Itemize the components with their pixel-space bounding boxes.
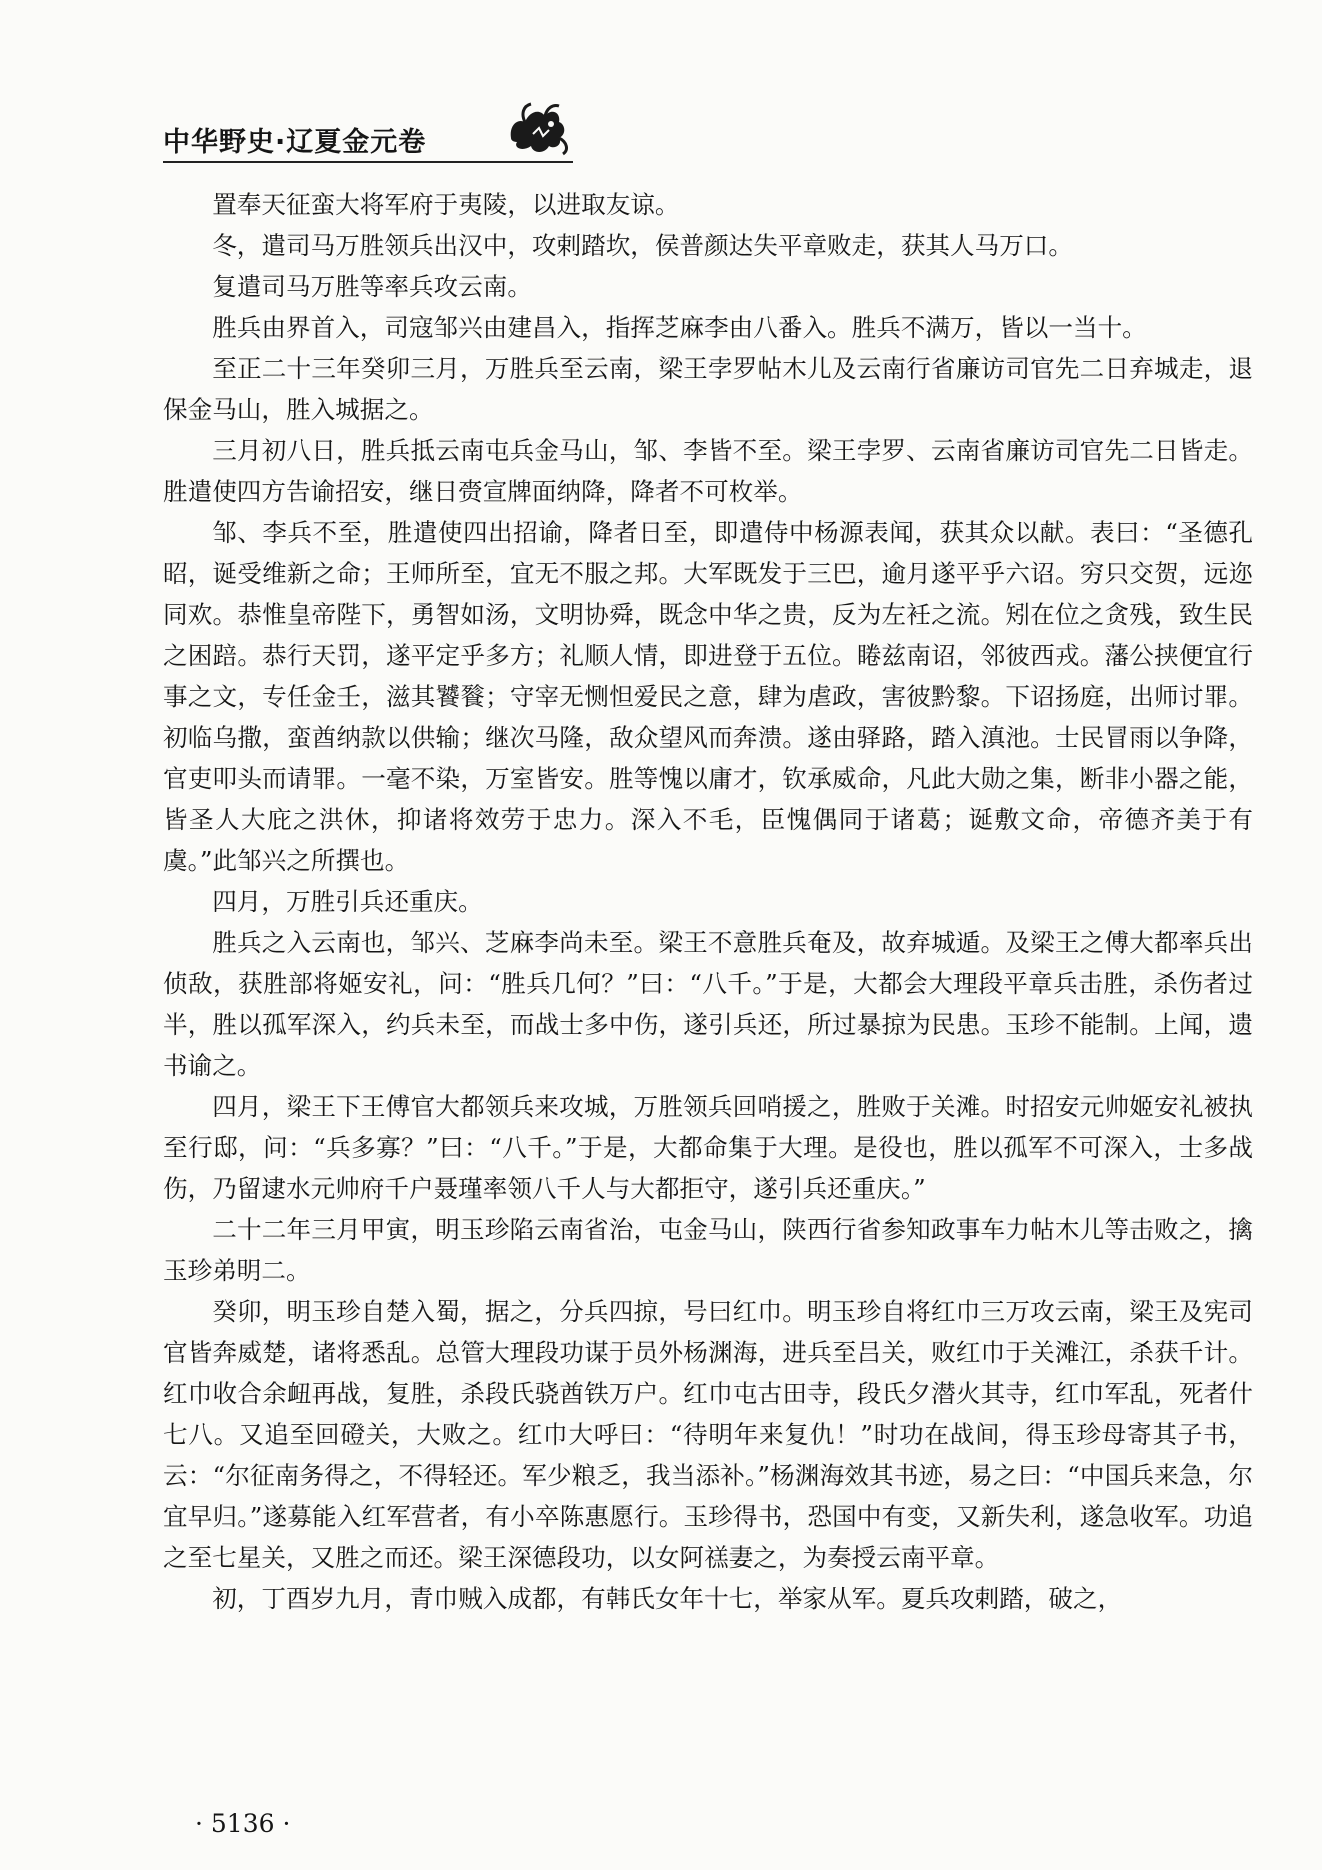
- book-title: 中华野史·辽夏金元卷: [163, 127, 427, 158]
- paragraph: 至正二十三年癸卯三月，万胜兵至云南，梁王孛罗帖木儿及云南行省廉访司官先二日弃城走，退保金马山，胜入城据之。: [163, 354, 1253, 424]
- paragraph: 三月初八日，胜兵抵云南屯兵金马山，邹、李皆不至。梁王孛罗、云南省廉访司官先二日皆走。胜遣使四方告谕招安，继日赍宣牌面纳降，降者不可枚举。: [163, 436, 1253, 506]
- page-number: · 5136 ·: [195, 1809, 291, 1838]
- header-rule: [163, 161, 573, 163]
- paragraph: 四月，万胜引兵还重庆。: [212, 887, 483, 916]
- paragraph: 冬，遣司马万胜领兵出汉中，攻剌踏坎，侯普颜达失平章败走，获其人马万口。: [212, 231, 1073, 260]
- paragraph: 二十二年三月甲寅，明玉珍陷云南省治，屯金马山，陕西行省参知政事车力帖木儿等击败之，擒玉珍弟明二。: [163, 1215, 1253, 1285]
- running-header: [163, 92, 573, 162]
- paragraph: 初，丁酉岁九月，青巾贼入成都，有韩氏女年十七，举家从军。夏兵攻剌踏，破之，: [212, 1584, 1123, 1613]
- page-body: [163, 184, 1253, 1619]
- paragraph: 胜兵之入云南也，邹兴、芝麻李尚未至。梁王不意胜兵奄及，故弃城遁。及梁王之傅大都率兵出侦敌，获胜部将姬安礼，问：“胜兵几何？”曰：“八千。”于是，大都会大理段平章兵击胜，杀伤者过半，胜以孤军深入，约兵未至，而战士多中伤，遂引兵还，所过暴掠为民患。玉珍不能制。上闻，遗书谕之。: [163, 928, 1253, 1080]
- dragon-icon: [503, 98, 573, 158]
- paragraph: 癸卯，明玉珍自楚入蜀，据之，分兵四掠，号曰红巾。明玉珍自将红巾三万攻云南，梁王及宪司官皆奔威楚，诸将悉乱。总管大理段功谋于员外杨渊海，进兵至吕关，败红巾于关滩江，杀获千计。红巾收合余衄再战，复胜，杀段氏骁酋铁万户。红巾屯古田寺，段氏夕潜火其寺，红巾军乱，死者什七八。又追至回磴关，大败之。红巾大呼曰：“待明年来复仇！”时功在战间，得玉珍母寄其子书，云：“尔征南务得之，不得轻还。军少粮乏，我当添补。”杨渊海效其书迹，易之曰：“中国兵来急，尔宜早归。”遂募能入红军营者，有小卒陈惠愿行。玉珍得书，恐国中有变，又新失利，遂急收军。功追之至七星关，又胜之而还。梁王深德段功，以女阿禚妻之，为奏授云南平章。: [163, 1297, 1253, 1572]
- paragraph: 复遣司马万胜等率兵攻云南。: [212, 272, 532, 301]
- paragraph: 置奉天征蛮大将军府于夷陵，以进取友谅。: [212, 190, 680, 219]
- paragraph: 胜兵由界首入，司寇邹兴由建昌入，指挥芝麻李由八番入。胜兵不满万，皆以一当十。: [212, 313, 1147, 342]
- paragraph: 四月，梁王下王傅官大都领兵来攻城，万胜领兵回哨援之，胜败于关滩。时招安元帅姬安礼被执至行邸，问：“兵多寡？”曰：“八千。”于是，大都命集于大理。是役也，胜以孤军不可深入，士多战伤，乃留逮水元帅府千户聂瑾率领八千人与大都拒守，遂引兵还重庆。”: [163, 1092, 1253, 1203]
- paragraph: 邹、李兵不至，胜遣使四出招谕，降者日至，即遣侍中杨源表闻，获其众以献。表曰：“圣德孔昭，诞受维新之命；王师所至，宜无不服之邦。大军既发于三巴，逾月遂平乎六诏。穷只交贺，远迩同欢。恭惟皇帝陛下，勇智如汤，文明协舜，既念中华之贵，反为左衽之流。矧在位之贪残，致生民之困踣。恭行天罚，遂平定乎多方；礼顺人情，即进登于五位。睠兹南诏，邻彼西戎。藩公挟便宜行事之文，专任金壬，滋其饕餮；守宰无恻怛爱民之意，肆为虐政，害彼黔黎。下诏扬庭，出师讨罪。初临乌撒，蛮酋纳款以供输；继次马隆，敌众望风而奔溃。遂由驿路，踏入滇池。士民冒雨以争降，官吏叩头而请罪。一毫不染，万室皆安。胜等愧以庸才，钦承威命，凡此大勋之集，断非小器之能，皆圣人大庇之洪休，抑诸将效劳于忠力。深入不毛，臣愧偶同于诸葛；诞敷文命，帝德齐美于有虞。”此邹兴之所撰也。: [163, 518, 1253, 875]
